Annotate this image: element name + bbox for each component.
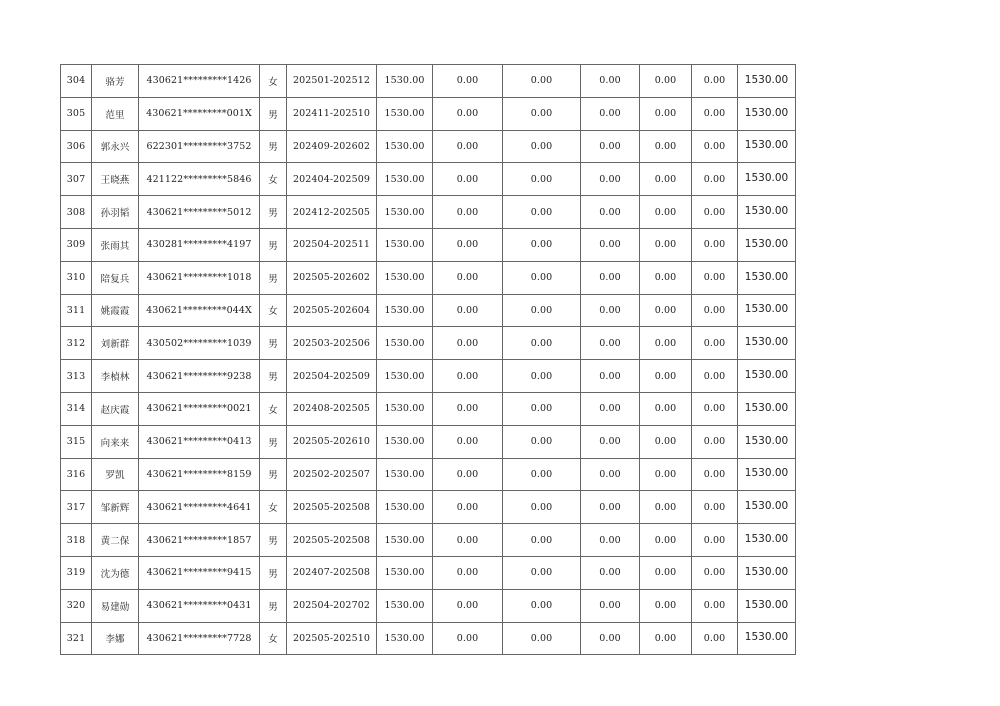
serial-number-cell: 308 xyxy=(61,196,92,229)
deduction-cell-1: 0.00 xyxy=(433,294,503,327)
gender-cell: 女 xyxy=(260,392,287,425)
deduction-cell-4: 0.00 xyxy=(640,392,692,425)
name-cell: 沈为德 xyxy=(92,556,139,589)
deduction-cell-3: 0.00 xyxy=(581,294,640,327)
table-row xyxy=(61,360,796,393)
amount-cell: 1530.00 xyxy=(377,294,433,327)
period-cell: 202501-202512 xyxy=(287,65,377,98)
amount-cell: 1530.00 xyxy=(377,491,433,524)
amount-cell: 1530.00 xyxy=(377,425,433,458)
table-row xyxy=(61,556,796,589)
deduction-cell-1: 0.00 xyxy=(433,130,503,163)
deduction-cell-5: 0.00 xyxy=(692,392,738,425)
total-cell: 1530.00 xyxy=(738,163,796,196)
deduction-cell-2: 0.00 xyxy=(503,294,581,327)
deduction-cell-5: 0.00 xyxy=(692,458,738,491)
deduction-cell-5: 0.00 xyxy=(692,65,738,98)
name-cell: 赵庆霞 xyxy=(92,392,139,425)
total-cell: 1530.00 xyxy=(738,196,796,229)
total-cell: 1530.00 xyxy=(738,65,796,98)
name-cell: 易建勋 xyxy=(92,589,139,622)
deduction-cell-2: 0.00 xyxy=(503,491,581,524)
deduction-cell-1: 0.00 xyxy=(433,97,503,130)
deduction-cell-2: 0.00 xyxy=(503,556,581,589)
serial-number-cell: 319 xyxy=(61,556,92,589)
table-row xyxy=(61,392,796,425)
name-cell: 张雨其 xyxy=(92,228,139,261)
deduction-cell-1: 0.00 xyxy=(433,196,503,229)
id-number-cell: 430621*********001X xyxy=(139,97,260,130)
deduction-cell-1: 0.00 xyxy=(433,163,503,196)
id-number-cell: 430621*********8159 xyxy=(139,458,260,491)
id-number-cell: 430502*********1039 xyxy=(139,327,260,360)
deduction-cell-1: 0.00 xyxy=(433,360,503,393)
deduction-cell-2: 0.00 xyxy=(503,425,581,458)
table-row xyxy=(61,524,796,557)
total-cell: 1530.00 xyxy=(738,622,796,655)
total-cell: 1530.00 xyxy=(738,556,796,589)
deduction-cell-5: 0.00 xyxy=(692,556,738,589)
amount-cell: 1530.00 xyxy=(377,327,433,360)
gender-cell: 男 xyxy=(260,360,287,393)
period-cell: 202505-202604 xyxy=(287,294,377,327)
gender-cell: 男 xyxy=(260,425,287,458)
deduction-cell-3: 0.00 xyxy=(581,163,640,196)
table-row xyxy=(61,228,796,261)
id-number-cell: 430621*********4641 xyxy=(139,491,260,524)
table-row xyxy=(61,425,796,458)
deduction-cell-3: 0.00 xyxy=(581,228,640,261)
deduction-cell-4: 0.00 xyxy=(640,622,692,655)
period-cell: 202411-202510 xyxy=(287,97,377,130)
serial-number-cell: 307 xyxy=(61,163,92,196)
period-cell: 202412-202505 xyxy=(287,196,377,229)
deduction-cell-3: 0.00 xyxy=(581,327,640,360)
deduction-cell-2: 0.00 xyxy=(503,327,581,360)
deduction-cell-3: 0.00 xyxy=(581,524,640,557)
deduction-cell-1: 0.00 xyxy=(433,458,503,491)
deduction-cell-1: 0.00 xyxy=(433,425,503,458)
serial-number-cell: 315 xyxy=(61,425,92,458)
gender-cell: 女 xyxy=(260,65,287,98)
amount-cell: 1530.00 xyxy=(377,130,433,163)
gender-cell: 男 xyxy=(260,196,287,229)
deduction-cell-5: 0.00 xyxy=(692,360,738,393)
deduction-cell-5: 0.00 xyxy=(692,196,738,229)
id-number-cell: 430621*********7728 xyxy=(139,622,260,655)
deduction-cell-4: 0.00 xyxy=(640,556,692,589)
id-number-cell: 430281*********4197 xyxy=(139,228,260,261)
serial-number-cell: 306 xyxy=(61,130,92,163)
amount-cell: 1530.00 xyxy=(377,163,433,196)
deduction-cell-4: 0.00 xyxy=(640,425,692,458)
period-cell: 202404-202509 xyxy=(287,163,377,196)
amount-cell: 1530.00 xyxy=(377,524,433,557)
table-row xyxy=(61,491,796,524)
name-cell: 李楨林 xyxy=(92,360,139,393)
total-cell: 1530.00 xyxy=(738,294,796,327)
table-row xyxy=(61,589,796,622)
deduction-cell-3: 0.00 xyxy=(581,97,640,130)
id-number-cell: 430621*********1018 xyxy=(139,261,260,294)
name-cell: 黄二保 xyxy=(92,524,139,557)
name-cell: 郭永兴 xyxy=(92,130,139,163)
serial-number-cell: 311 xyxy=(61,294,92,327)
id-number-cell: 622301*********3752 xyxy=(139,130,260,163)
total-cell: 1530.00 xyxy=(738,130,796,163)
deduction-cell-5: 0.00 xyxy=(692,228,738,261)
period-cell: 202505-202508 xyxy=(287,524,377,557)
name-cell: 李娜 xyxy=(92,622,139,655)
table-row xyxy=(61,196,796,229)
period-cell: 202504-202702 xyxy=(287,589,377,622)
deduction-cell-4: 0.00 xyxy=(640,491,692,524)
name-cell: 邹新辉 xyxy=(92,491,139,524)
name-cell: 姚霞霞 xyxy=(92,294,139,327)
deduction-cell-5: 0.00 xyxy=(692,130,738,163)
period-cell: 202505-202510 xyxy=(287,622,377,655)
deduction-cell-3: 0.00 xyxy=(581,589,640,622)
deduction-cell-4: 0.00 xyxy=(640,97,692,130)
serial-number-cell: 313 xyxy=(61,360,92,393)
table-row xyxy=(61,65,796,98)
table-row xyxy=(61,294,796,327)
serial-number-cell: 310 xyxy=(61,261,92,294)
deduction-cell-5: 0.00 xyxy=(692,163,738,196)
deduction-cell-1: 0.00 xyxy=(433,327,503,360)
deduction-cell-3: 0.00 xyxy=(581,491,640,524)
period-cell: 202407-202508 xyxy=(287,556,377,589)
serial-number-cell: 318 xyxy=(61,524,92,557)
deduction-cell-3: 0.00 xyxy=(581,622,640,655)
serial-number-cell: 321 xyxy=(61,622,92,655)
table-row xyxy=(61,163,796,196)
deduction-cell-4: 0.00 xyxy=(640,228,692,261)
total-cell: 1530.00 xyxy=(738,524,796,557)
serial-number-cell: 314 xyxy=(61,392,92,425)
deduction-cell-2: 0.00 xyxy=(503,589,581,622)
gender-cell: 女 xyxy=(260,294,287,327)
table-body xyxy=(61,65,796,655)
gender-cell: 男 xyxy=(260,97,287,130)
table-row xyxy=(61,622,796,655)
amount-cell: 1530.00 xyxy=(377,622,433,655)
deduction-cell-4: 0.00 xyxy=(640,294,692,327)
id-number-cell: 430621*********0431 xyxy=(139,589,260,622)
deduction-cell-4: 0.00 xyxy=(640,130,692,163)
deduction-cell-1: 0.00 xyxy=(433,524,503,557)
deduction-cell-1: 0.00 xyxy=(433,622,503,655)
deduction-cell-5: 0.00 xyxy=(692,425,738,458)
deduction-cell-5: 0.00 xyxy=(692,589,738,622)
deduction-cell-2: 0.00 xyxy=(503,524,581,557)
period-cell: 202409-202602 xyxy=(287,130,377,163)
total-cell: 1530.00 xyxy=(738,392,796,425)
total-cell: 1530.00 xyxy=(738,425,796,458)
gender-cell: 女 xyxy=(260,491,287,524)
period-cell: 202504-202511 xyxy=(287,228,377,261)
period-cell: 202408-202505 xyxy=(287,392,377,425)
amount-cell: 1530.00 xyxy=(377,556,433,589)
serial-number-cell: 309 xyxy=(61,228,92,261)
deduction-cell-5: 0.00 xyxy=(692,97,738,130)
deduction-cell-5: 0.00 xyxy=(692,524,738,557)
gender-cell: 男 xyxy=(260,228,287,261)
deduction-cell-3: 0.00 xyxy=(581,130,640,163)
serial-number-cell: 316 xyxy=(61,458,92,491)
id-number-cell: 430621*********9238 xyxy=(139,360,260,393)
amount-cell: 1530.00 xyxy=(377,458,433,491)
total-cell: 1530.00 xyxy=(738,589,796,622)
serial-number-cell: 320 xyxy=(61,589,92,622)
amount-cell: 1530.00 xyxy=(377,589,433,622)
gender-cell: 男 xyxy=(260,130,287,163)
gender-cell: 男 xyxy=(260,589,287,622)
deduction-cell-5: 0.00 xyxy=(692,622,738,655)
gender-cell: 男 xyxy=(260,458,287,491)
deduction-cell-1: 0.00 xyxy=(433,392,503,425)
id-number-cell: 430621*********0021 xyxy=(139,392,260,425)
deduction-cell-2: 0.00 xyxy=(503,360,581,393)
name-cell: 刘新群 xyxy=(92,327,139,360)
period-cell: 202505-202610 xyxy=(287,425,377,458)
table-row xyxy=(61,97,796,130)
deduction-cell-4: 0.00 xyxy=(640,589,692,622)
deduction-cell-3: 0.00 xyxy=(581,425,640,458)
gender-cell: 男 xyxy=(260,327,287,360)
deduction-cell-4: 0.00 xyxy=(640,360,692,393)
table-row xyxy=(61,458,796,491)
gender-cell: 男 xyxy=(260,556,287,589)
id-number-cell: 430621*********044X xyxy=(139,294,260,327)
deduction-cell-1: 0.00 xyxy=(433,556,503,589)
table-row xyxy=(61,261,796,294)
deduction-cell-4: 0.00 xyxy=(640,196,692,229)
deduction-cell-3: 0.00 xyxy=(581,196,640,229)
name-cell: 孙羽韬 xyxy=(92,196,139,229)
deduction-cell-1: 0.00 xyxy=(433,589,503,622)
total-cell: 1530.00 xyxy=(738,327,796,360)
id-number-cell: 421122*********5846 xyxy=(139,163,260,196)
deduction-cell-4: 0.00 xyxy=(640,163,692,196)
deduction-cell-4: 0.00 xyxy=(640,524,692,557)
period-cell: 202504-202509 xyxy=(287,360,377,393)
amount-cell: 1530.00 xyxy=(377,360,433,393)
amount-cell: 1530.00 xyxy=(377,65,433,98)
deduction-cell-1: 0.00 xyxy=(433,491,503,524)
period-cell: 202505-202508 xyxy=(287,491,377,524)
amount-cell: 1530.00 xyxy=(377,97,433,130)
amount-cell: 1530.00 xyxy=(377,228,433,261)
deduction-cell-4: 0.00 xyxy=(640,65,692,98)
deduction-cell-2: 0.00 xyxy=(503,196,581,229)
deduction-cell-5: 0.00 xyxy=(692,327,738,360)
id-number-cell: 430621*********5012 xyxy=(139,196,260,229)
total-cell: 1530.00 xyxy=(738,261,796,294)
deduction-cell-1: 0.00 xyxy=(433,261,503,294)
subsidy-table xyxy=(60,64,796,655)
total-cell: 1530.00 xyxy=(738,458,796,491)
deduction-cell-3: 0.00 xyxy=(581,360,640,393)
deduction-cell-2: 0.00 xyxy=(503,261,581,294)
deduction-cell-2: 0.00 xyxy=(503,65,581,98)
name-cell: 王晓燕 xyxy=(92,163,139,196)
name-cell: 范里 xyxy=(92,97,139,130)
id-number-cell: 430621*********9415 xyxy=(139,556,260,589)
deduction-cell-2: 0.00 xyxy=(503,97,581,130)
deduction-cell-2: 0.00 xyxy=(503,458,581,491)
deduction-cell-3: 0.00 xyxy=(581,65,640,98)
deduction-cell-2: 0.00 xyxy=(503,392,581,425)
deduction-cell-4: 0.00 xyxy=(640,261,692,294)
period-cell: 202505-202602 xyxy=(287,261,377,294)
gender-cell: 女 xyxy=(260,622,287,655)
total-cell: 1530.00 xyxy=(738,228,796,261)
deduction-cell-2: 0.00 xyxy=(503,130,581,163)
amount-cell: 1530.00 xyxy=(377,392,433,425)
deduction-cell-3: 0.00 xyxy=(581,458,640,491)
total-cell: 1530.00 xyxy=(738,491,796,524)
serial-number-cell: 317 xyxy=(61,491,92,524)
serial-number-cell: 305 xyxy=(61,97,92,130)
name-cell: 陪复兵 xyxy=(92,261,139,294)
gender-cell: 男 xyxy=(260,261,287,294)
name-cell: 骆芳 xyxy=(92,65,139,98)
total-cell: 1530.00 xyxy=(738,97,796,130)
deduction-cell-2: 0.00 xyxy=(503,163,581,196)
id-number-cell: 430621*********0413 xyxy=(139,425,260,458)
serial-number-cell: 312 xyxy=(61,327,92,360)
deduction-cell-3: 0.00 xyxy=(581,261,640,294)
id-number-cell: 430621*********1426 xyxy=(139,65,260,98)
deduction-cell-3: 0.00 xyxy=(581,392,640,425)
deduction-cell-3: 0.00 xyxy=(581,556,640,589)
serial-number-cell: 304 xyxy=(61,65,92,98)
total-cell: 1530.00 xyxy=(738,360,796,393)
deduction-cell-1: 0.00 xyxy=(433,65,503,98)
period-cell: 202502-202507 xyxy=(287,458,377,491)
subsidy-table-page xyxy=(60,64,796,655)
deduction-cell-1: 0.00 xyxy=(433,228,503,261)
id-number-cell: 430621*********1857 xyxy=(139,524,260,557)
deduction-cell-2: 0.00 xyxy=(503,622,581,655)
deduction-cell-5: 0.00 xyxy=(692,491,738,524)
name-cell: 罗凯 xyxy=(92,458,139,491)
period-cell: 202503-202506 xyxy=(287,327,377,360)
amount-cell: 1530.00 xyxy=(377,261,433,294)
deduction-cell-4: 0.00 xyxy=(640,327,692,360)
deduction-cell-5: 0.00 xyxy=(692,294,738,327)
deduction-cell-4: 0.00 xyxy=(640,458,692,491)
gender-cell: 女 xyxy=(260,163,287,196)
gender-cell: 男 xyxy=(260,524,287,557)
deduction-cell-2: 0.00 xyxy=(503,228,581,261)
table-row xyxy=(61,327,796,360)
deduction-cell-5: 0.00 xyxy=(692,261,738,294)
name-cell: 向来来 xyxy=(92,425,139,458)
amount-cell: 1530.00 xyxy=(377,196,433,229)
table-row xyxy=(61,130,796,163)
